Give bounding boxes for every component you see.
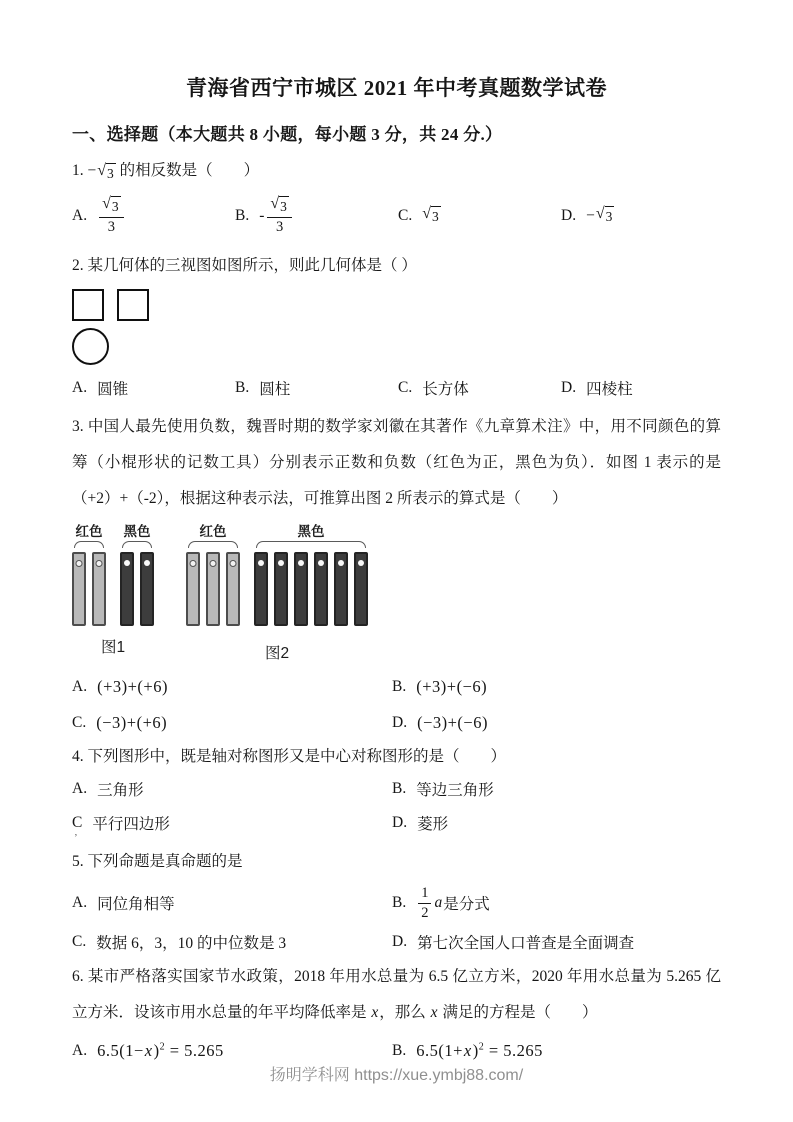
red-rods xyxy=(186,552,240,626)
question-1-options xyxy=(72,194,721,238)
brace xyxy=(188,541,238,548)
brace xyxy=(256,541,366,548)
counting-rod xyxy=(354,552,368,626)
question-5-options-row-1 xyxy=(72,881,721,925)
figure-1 xyxy=(72,520,154,657)
question-3-options-row-1 xyxy=(72,677,721,697)
minus-sign: - xyxy=(259,206,265,224)
q6-option-a: A. $6.5(1-x)^2 = 5.265$ xyxy=(72,1040,224,1060)
counting-rod xyxy=(206,552,220,626)
watermark-footer: 扬明学科网 https://xue.ymbj88.com/ xyxy=(269,1067,524,1084)
question-3-stem: 3. 中国人最先使用负数，魏晋时期的数学家刘徽在其著作《九章算术注》中，用不同颜色的算筹（小棍形状的记数工具）分别表示正数和负数（红色为正，黑色为负）．如图 1 表示的是（+2）+（-2），根据这种表示法，可推算出图 2 所表示的算式是（ ） xyxy=(72,417,721,507)
q1-stem-text: 的相反数是（ ） xyxy=(119,162,260,179)
question-6-options xyxy=(72,1041,721,1061)
question-4-options-row-2 xyxy=(72,812,721,834)
q1-option-a: A. √ 3 3 xyxy=(72,196,235,235)
counting-rods-figure xyxy=(72,520,721,663)
counting-rod xyxy=(72,552,86,626)
black-rods xyxy=(254,552,368,626)
equation-a: $6.5(1-x)^2 = 5.265$ xyxy=(97,1040,224,1060)
counting-rod xyxy=(92,552,106,626)
q6-option-b: B. $6.5(1+x)^2 = 5.265$ xyxy=(392,1040,543,1060)
question-2-stem: 2. 某几何体的三视图如图所示，则此几何体是（ ） xyxy=(72,256,417,274)
q5-option-c: C. 数据 6，3，10 的中位数是 3 xyxy=(72,933,287,953)
q1-option-b: B. - √ 3 3 xyxy=(235,196,398,235)
counting-rod xyxy=(274,552,288,626)
q4-option-d: D. 菱形 xyxy=(392,814,449,834)
question-6-stem: 6. 某市严格落实国家节水政策，2018 年用水总量为 6.5 亿立方米，2020 年用水总量为 5.265 亿立方米．设该市用水总量的年平均降低率是 x，那么 x 满足的方程是（ ） xyxy=(72,968,721,1021)
q2-option-b: B. 圆柱 xyxy=(235,378,291,398)
figure-2 xyxy=(186,520,368,663)
q4-option-b: B. 等边三角形 xyxy=(392,780,494,800)
q1-number: 1. xyxy=(72,162,84,179)
fraction-sqrt3-over-3: √ 3 3 xyxy=(99,196,124,235)
fig2-black-group xyxy=(254,520,368,626)
red-label: 红色 xyxy=(199,524,227,540)
q5-option-b: B. $\frac{1}{2}$ a 是分式 xyxy=(392,884,490,921)
counting-rod xyxy=(186,552,200,626)
q3-option-a: A. (+3)+(+6) xyxy=(72,677,168,697)
red-rods xyxy=(72,552,106,626)
q5-option-d: D. 第七次全国人口普查是全面调查 xyxy=(392,933,635,953)
fraction-one-half: $\frac{1}{2}$ xyxy=(418,885,431,921)
counting-rod xyxy=(254,552,268,626)
red-label: 红色 xyxy=(75,524,103,540)
q1-option-d: D. − √ 3 xyxy=(561,205,613,225)
question-5-stem: 5. 下列命题是真命题的是 xyxy=(72,853,243,871)
counting-rod xyxy=(314,552,328,626)
black-label: 黑色 xyxy=(297,524,325,540)
black-label: 黑色 xyxy=(123,524,151,540)
q2-option-a: A. 圆锥 xyxy=(72,378,129,398)
figure-2-caption: 图2 xyxy=(264,645,290,663)
counting-rod xyxy=(120,552,134,626)
counting-rod xyxy=(140,552,154,626)
minus-sign: − xyxy=(586,206,595,224)
variable-a: a xyxy=(434,894,443,912)
three-view-figure xyxy=(72,289,721,365)
fig1-red-group xyxy=(72,520,106,626)
q2-option-d: D. 四棱柱 xyxy=(561,378,633,398)
q5-option-a: A. 同位角相等 xyxy=(72,894,175,914)
q4-option-a: A. 三角形 xyxy=(72,780,144,800)
q3-option-c: C. (−3)+(+6) xyxy=(72,713,168,733)
q4-option-c: C ’ 平行四边形 xyxy=(72,812,392,834)
front-and-side-view xyxy=(72,289,721,321)
section-heading: 一、选择题（本大题共 8 小题，每小题 3 分，共 24 分.） xyxy=(72,125,503,144)
counting-rod xyxy=(226,552,240,626)
page-title: 青海省西宁市城区 2021 年中考真题数学试卷 xyxy=(186,76,607,100)
counting-rod xyxy=(334,552,348,626)
variable-x: x xyxy=(371,1004,379,1021)
fraction-sqrt3-over-3: √ 3 3 xyxy=(267,196,292,235)
counting-rod xyxy=(294,552,308,626)
sqrt-3: √ 3 xyxy=(97,162,114,181)
black-rods xyxy=(120,552,154,626)
brace xyxy=(74,541,104,548)
fig1-black-group xyxy=(120,520,154,626)
sqrt-3: √ 3 xyxy=(422,205,439,225)
question-5-options-row-2 xyxy=(72,931,721,953)
minus-sign: − xyxy=(87,162,97,179)
fig2-red-group xyxy=(186,520,240,626)
question-1-stem xyxy=(72,159,721,184)
question-4-stem: 4. 下列图形中，既是轴对称图形又是中心对称图形的是（ ） xyxy=(72,748,507,766)
circle-top-view xyxy=(72,328,109,365)
sqrt-3: √ 3 xyxy=(595,205,613,225)
square-view-2 xyxy=(117,289,149,321)
question-2-options xyxy=(72,377,721,399)
q3-option-b: B. (+3)+(−6) xyxy=(392,677,488,697)
variable-x: x xyxy=(430,1004,438,1021)
q3-option-d: D. (−3)+(−6) xyxy=(392,713,488,733)
figure-1-caption: 图1 xyxy=(100,639,126,657)
q1-option-c: C. √ 3 xyxy=(398,205,439,225)
question-4-options-row-1 xyxy=(72,778,721,800)
brace xyxy=(122,541,152,548)
equation-b: $6.5(1+x)^2 = 5.265$ xyxy=(416,1040,543,1060)
question-3-options-row-2 xyxy=(72,713,721,733)
q2-option-c: C. 长方体 xyxy=(398,378,469,398)
square-view-1 xyxy=(72,289,104,321)
